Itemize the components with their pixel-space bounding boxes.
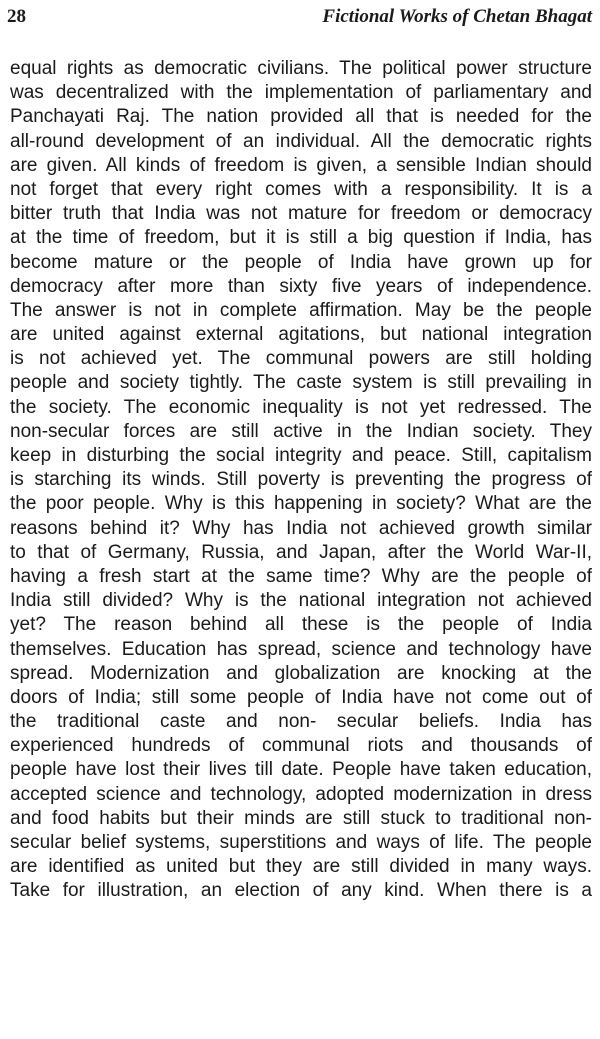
text-line: spread. Modernization and globalization are knocking at the [10, 662, 592, 684]
text-line: India still divided? Why is the national integration not achieved [10, 590, 592, 612]
text-line: doors of India; still some people of India have not come out of [10, 686, 592, 708]
text-line: are identified as united but they are still divided in many ways. [10, 856, 592, 878]
text-line: the traditional caste and non- secular beliefs. India has [10, 711, 592, 733]
text-line: was decentralized with the implementation of parliamentary and [10, 82, 592, 104]
text-line: become mature or the people of India have grown up for [10, 251, 592, 273]
text-line: the society. The economic inequality is not yet redressed. The [10, 396, 592, 418]
text-line: accepted science and technology, adopted modernization in dress [10, 783, 592, 805]
text-line: reasons behind it? Why has India not achieved growth similar [10, 517, 592, 539]
text-line: having a fresh start at the same time? Why are the people of [10, 565, 592, 587]
text-line: equal rights as democratic civilians. The political power structure [10, 58, 592, 79]
text-line: non-secular forces are still active in the Indian society. They [10, 420, 592, 442]
text-line: Take for illustration, an election of any kind. When there is a [10, 880, 592, 902]
text-line: bitter truth that India was not mature for freedom or democracy [10, 203, 592, 225]
text-line: is starching its winds. Still poverty is preventing the progress of [10, 469, 592, 491]
text-line: people and society tightly. The caste system is still prevailing in [10, 372, 592, 394]
text-line: Panchayati Raj. The nation provided all that is needed for the [10, 106, 592, 128]
running-title: Fictional Works of Chetan Bhagat [322, 6, 592, 27]
text-line: and food habits but their minds are still stuck to traditional non- [10, 807, 592, 829]
text-line: all-round development of an individual. All the democratic rights [10, 130, 592, 152]
text-line: is not achieved yet. The communal powers are still holding [10, 348, 592, 370]
text-line: to that of Germany, Russia, and Japan, after the World War-II, [10, 541, 592, 563]
text-line: The answer is not in complete affirmation. May be the people [10, 299, 592, 321]
text-line: keep in disturbing the social integrity and peace. Still, capitalism [10, 445, 592, 466]
text-line: the poor people. Why is this happening in society? What are the [10, 493, 592, 515]
text-line: experienced hundreds of communal riots and thousands of [10, 735, 592, 757]
body-text [10, 57, 592, 904]
text-line: secular belief systems, superstitions and ways of life. The people [10, 832, 592, 853]
text-line: are united against external agitations, but national integration [10, 324, 592, 346]
text-line: democracy after more than sixty five years of independence. [10, 275, 592, 297]
page-header [7, 4, 592, 30]
text-line: yet? The reason behind all these is the people of India [10, 614, 592, 636]
text-line: not forget that every right comes with a responsibility. It is a [10, 178, 592, 200]
text-line: themselves. Education has spread, science and technology have [10, 638, 592, 660]
text-line: are given. All kinds of freedom is given, a sensible Indian should [10, 154, 592, 176]
text-line: people have lost their lives till date. People have taken education, [10, 759, 592, 781]
page-number: 28 [7, 6, 26, 27]
text-line: at the time of freedom, but it is still a big question if India, has [10, 227, 592, 249]
